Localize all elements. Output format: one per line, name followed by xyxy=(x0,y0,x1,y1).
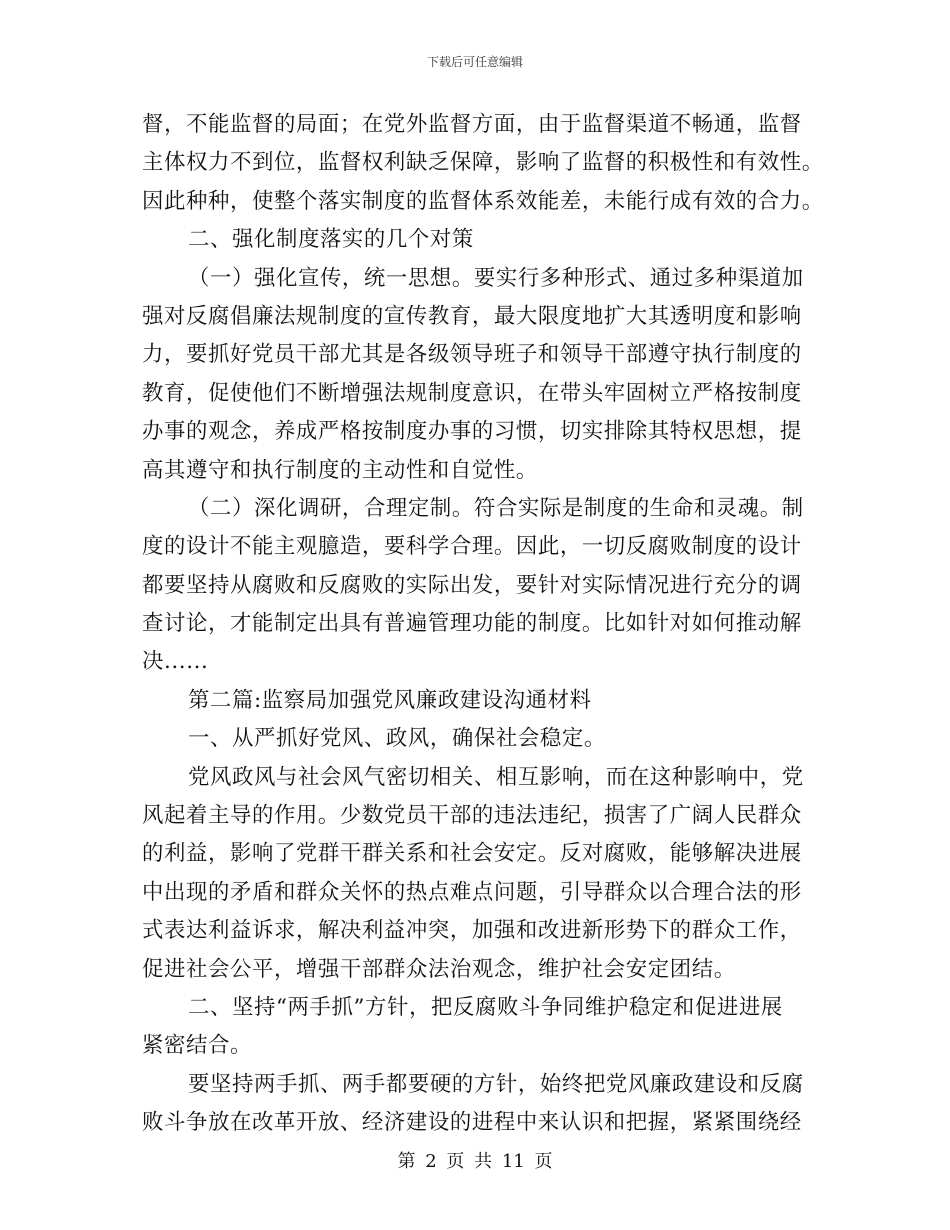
text-line: 决...... xyxy=(142,649,209,675)
text-line: 力，要抓好党员干部尤其是各级领导班子和领导干部遵守执行制度的 xyxy=(142,342,802,368)
text-line: 败斗争放在改革开放、经济建设的进程中来认识和把握，紧紧围绕经 xyxy=(142,1110,802,1136)
text-line: 主体权力不到位，监督权利缺乏保障，影响了监督的积极性和有效性。 xyxy=(142,150,824,176)
text-line: 高其遵守和执行制度的主动性和自觉性。 xyxy=(142,457,538,483)
text-line: 促进社会公平，增强干部群众法治观念，维护社会安定团结。 xyxy=(142,956,736,982)
text-line: 要坚持两手抓、两手都要硬的方针，始终把党风廉政建设和反腐 xyxy=(188,1071,804,1097)
text-line: 式表达利益诉求，解决利益冲突，加强和改进新形势下的群众工作， xyxy=(142,918,802,944)
text-line: 风起着主导的作用。少数党员干部的违法违纪，损害了广阔人民群众 xyxy=(142,803,802,829)
text-line: 紧密结合。 xyxy=(142,1033,252,1059)
page-footer: 第 2 页 共 11 页 xyxy=(397,1151,553,1172)
text-line: 党风政风与社会风气密切相关、相互影响，而在这种影响中，党 xyxy=(188,764,804,790)
text-line: 二、坚持“两手抓”方针，把反腐败斗争同维护稳定和促进进展 xyxy=(188,994,783,1020)
text-line: 查讨论，才能制定出具有普遍管理功能的制度。比如针对如何推动解 xyxy=(142,611,802,637)
text-line: 教育，促使他们不断增强法规制度意识，在带头牢固树立严格按制度 xyxy=(142,380,802,406)
text-line: 办事的观念，养成严格按制度办事的习惯，切实排除其特权思想，提 xyxy=(142,419,802,445)
page-header: 下载后可任意编辑 xyxy=(426,55,523,69)
text-line: 强对反腐倡廉法规制度的宣传教育，最大限度地扩大其透明度和影响 xyxy=(142,303,802,329)
text-line: 一、从严抓好党风、政风，确保社会稳定。 xyxy=(188,726,606,752)
text-line: 督，不能监督的局面；在党外监督方面，由于监督渠道不畅通，监督 xyxy=(142,112,802,137)
text-line: 二、强化制度落实的几个对策 xyxy=(188,227,474,253)
text-line: 第二篇:监察局加强党风廉政建设沟通材料 xyxy=(188,687,592,713)
text-line: 因此种种，使整个落实制度的监督体系效能差，未能行成有效的合力。 xyxy=(142,188,824,214)
text-line: （二）深化调研，合理定制。符合实际是制度的生命和灵魂。制 xyxy=(188,495,804,521)
text-line: 度的设计不能主观臆造，要科学合理。因此，一切反腐败制度的设计 xyxy=(142,534,802,560)
text-line: 都要坚持从腐败和反腐败的实际出发，要针对实际情况进行充分的调 xyxy=(142,572,802,598)
text-line: 的利益，影响了党群干群关系和社会安定。反对腐败，能够解决进展 xyxy=(142,841,802,867)
text-line: 中出现的矛盾和群众关怀的热点难点问题，引导群众以合理合法的形 xyxy=(142,879,802,905)
body-text xyxy=(142,106,824,1143)
text-line: （一）强化宣传，统一思想。要实行多种形式、通过多种渠道加 xyxy=(188,265,804,291)
